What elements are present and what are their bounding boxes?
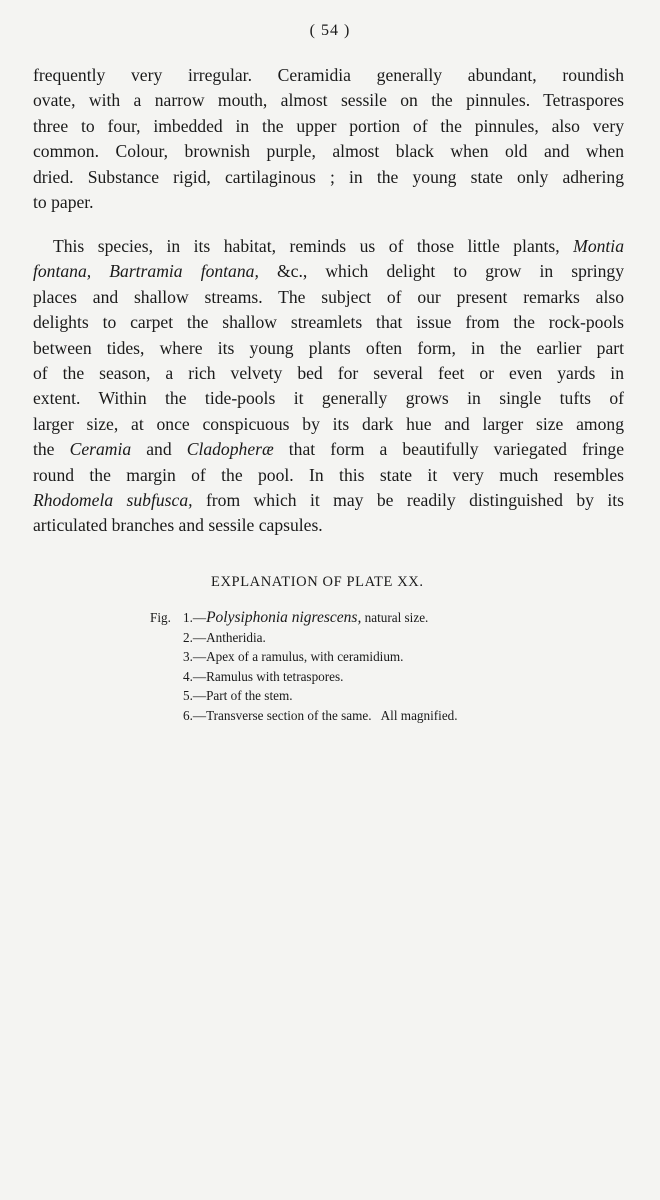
text-line: three to four, imbedded in the upper portion of the pinnules, also very — [33, 115, 624, 136]
text-line: This species, in its habitat, reminds us of those little plants, Montia — [53, 236, 624, 256]
text-line: articulated branches and sessile capsules. — [33, 515, 323, 536]
text-line: delights to carpet the shallow streamlets that issue from the rock-pools — [33, 312, 624, 333]
text-line: ovate, with a narrow mouth, almost sessile on the pinnules. Tetraspores — [33, 90, 624, 111]
text-line: round the margin of the pool. In this state it very much resembles — [33, 464, 624, 485]
text-line: the Ceramia and Cladopheræ that form a beautifully variegated fringe — [33, 439, 625, 460]
text-line: places and shallow streams. The subject of our present remarks also — [33, 286, 624, 307]
text-line: common. Colour, brownish purple, almost black when old and when — [33, 141, 624, 162]
species-name: Cladopheræ — [186, 439, 274, 460]
figure-item: 2.—Antheridia. — [183, 629, 266, 645]
text-line: to paper. — [33, 192, 94, 213]
species-name: fontana, — [33, 261, 92, 282]
figure-item: 3.—Apex of a ramulus, with ceramidium. — [183, 649, 404, 665]
species-name: Rhodomela subfusca, — [33, 490, 193, 511]
text-line: of the season, a rich velvety bed for several feet or even yards in — [33, 363, 624, 384]
text-line: fontana, Bartramia fontana, &c., which delight to grow in springy — [33, 261, 625, 282]
species-name: Ceramia — [69, 439, 132, 460]
text-line: Rhodomela subfusca, from which it may be readily distinguished by its — [33, 490, 624, 511]
species-name: Montia — [573, 236, 624, 256]
figure-list — [150, 608, 458, 726]
species-name: Bartramia fontana, — [109, 261, 259, 282]
paragraph-description — [33, 63, 624, 215]
figure-item: Fig. 1.—Polysiphonia nigrescens, natural size. — [150, 609, 429, 626]
text-line: dried. Substance rigid, cartilaginous ; in the young state only adhering — [33, 166, 624, 187]
figure-item: 4.—Ramulus with tetraspores. — [183, 668, 344, 684]
page-number: ( 54 ) — [309, 22, 351, 39]
text-line: between tides, where its young plants often form, in the earlier part — [33, 337, 624, 358]
paragraph-habitat — [33, 234, 624, 539]
text-line: larger size, at once conspicuous by its dark hue and larger size among — [33, 413, 624, 434]
explanation-heading: EXPLANATION OF PLATE XX. — [211, 574, 424, 590]
figure-item: 6.—Transverse section of the same. All magnified. — [183, 707, 458, 723]
text-line: extent. Within the tide-pools it generally grows in single tufts of — [33, 388, 624, 409]
fig-prefix: Fig. — [150, 610, 171, 625]
figure-item: 5.—Part of the stem. — [183, 688, 293, 704]
text-line: frequently very irregular. Ceramidia generally abundant, roundish — [33, 65, 624, 85]
